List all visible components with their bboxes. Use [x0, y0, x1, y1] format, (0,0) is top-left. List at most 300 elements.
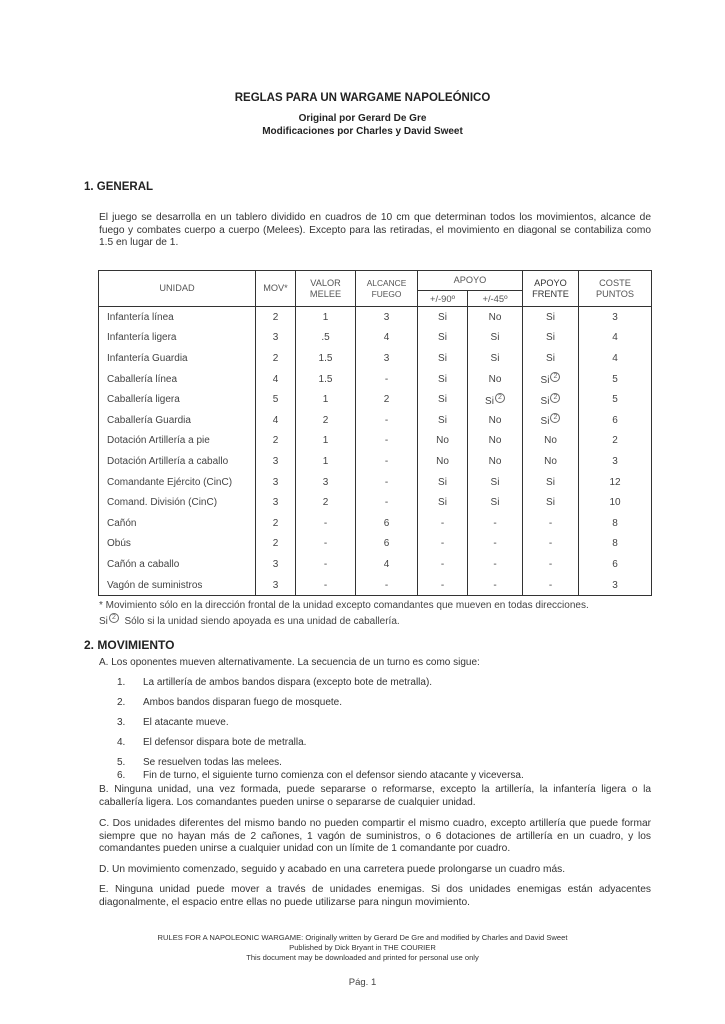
- header-puntos-label: PUNTOS: [595, 288, 635, 299]
- header-melee-label: MELEE: [309, 288, 342, 299]
- cell-valor-melee: [296, 534, 356, 555]
- cell-valor-melee-value: 1: [322, 311, 329, 323]
- cell-apoyo-90: [418, 575, 468, 596]
- cell-alcance-fuego: [356, 389, 418, 410]
- cell-mov: [256, 348, 296, 369]
- cell-apoyo-90: [418, 431, 468, 452]
- cell-mov: [256, 554, 296, 575]
- cell-apoyo-45: [468, 472, 523, 493]
- header-apoyo-90: +/-90º: [418, 291, 468, 307]
- cell-apoyo-frente-value: -: [548, 517, 553, 529]
- cell-alcance-fuego: [356, 348, 418, 369]
- footnote-cavalry-text: Sólo si la unidad siendo apoyada es una unidad de caballería.: [124, 616, 400, 627]
- cell-mov: [256, 492, 296, 513]
- cell-coste-puntos-value: 5: [612, 394, 618, 406]
- turn-step-number: 5.: [117, 757, 126, 768]
- cell-valor-melee: [296, 307, 356, 328]
- cell-apoyo-45-value: -: [493, 517, 497, 529]
- cell-coste-puntos-value: 12: [609, 476, 621, 488]
- cell-apoyo-frente-value: No: [544, 455, 557, 467]
- cell-mov: [256, 369, 296, 390]
- cell-coste-puntos-value: 5: [612, 373, 618, 385]
- cell-mov-value: 2: [272, 352, 279, 364]
- cell-valor-melee-value: -: [323, 517, 328, 529]
- cell-apoyo-45-value: No: [488, 455, 502, 467]
- table-row: [99, 307, 652, 328]
- cell-apoyo-frente-value: -: [548, 558, 553, 570]
- cell-mov: [256, 431, 296, 452]
- cell-apoyo-45-value: Si: [490, 332, 500, 344]
- cell-coste-puntos-value: 3: [612, 455, 618, 467]
- cell-alcance-fuego: [356, 451, 418, 472]
- turn-step-text: Fin de turno, el siguiente turno comienza con el defensor siendo atacante y viceversa.: [143, 770, 524, 781]
- cell-apoyo-90: [418, 554, 468, 575]
- cell-coste-puntos: [579, 534, 652, 555]
- header-unidad: UNIDAD: [99, 271, 256, 307]
- cell-valor-melee: [296, 513, 356, 534]
- cell-apoyo-45-value: -: [493, 579, 497, 591]
- cell-mov: [256, 451, 296, 472]
- cell-mov-value: 3: [272, 579, 279, 591]
- document-title: REGLAS PARA UN WARGAME NAPOLEÓNICO: [234, 92, 491, 104]
- cell-apoyo-90: [418, 307, 468, 328]
- cell-apoyo-45: [468, 389, 523, 410]
- cell-coste-puntos: [579, 410, 652, 431]
- section-1-number: 1.: [84, 181, 94, 193]
- cell-apoyo-90-value: Si: [438, 476, 447, 488]
- footer-credits-line: RULES FOR A NAPOLEONIC WARGAME: Originally written by Gerard De Gre and modified by Charles and David Sweet: [157, 933, 568, 942]
- cell-valor-melee-value: .5: [321, 332, 330, 344]
- cell-alcance-fuego-value: -: [384, 579, 389, 591]
- cell-apoyo-90-value: Si: [438, 352, 447, 364]
- cell-valor-melee-value: -: [323, 579, 328, 591]
- cell-mov: [256, 534, 296, 555]
- cell-valor-melee-value: 1: [322, 435, 329, 447]
- table-footnote-movement: * Movimiento sólo en la dirección frontal de la unidad excepto comandantes que mueven en todas direcciones.: [99, 600, 589, 611]
- cell-valor-melee-value: 2: [322, 414, 329, 426]
- turn-step-text: Ambos bandos disparan fuego de mosquete.: [143, 697, 343, 708]
- cell-valor-melee: [296, 389, 356, 410]
- cell-coste-puntos: [579, 513, 652, 534]
- header-alcance-label: ALCANCE: [366, 277, 407, 288]
- turn-step-number: 3.: [117, 717, 126, 728]
- cell-apoyo-frente: [523, 307, 579, 328]
- cell-apoyo-90: [418, 513, 468, 534]
- section-1-heading: [84, 181, 153, 193]
- cell-apoyo-45: [468, 410, 523, 431]
- cell-alcance-fuego: [356, 575, 418, 596]
- cell-apoyo-90: [418, 451, 468, 472]
- turn-step: [117, 677, 432, 688]
- page-number: Pág. 1: [348, 977, 377, 988]
- cell-apoyo-45: [468, 369, 523, 390]
- cell-apoyo-frente-value: Si: [546, 332, 555, 344]
- cell-alcance-fuego: [356, 534, 418, 555]
- cell-apoyo-frente-value: Si: [540, 375, 550, 387]
- cell-apoyo-90: [418, 534, 468, 555]
- table-row: [99, 369, 652, 390]
- cell-mov-value: 3: [272, 558, 279, 570]
- table-row: [99, 328, 652, 349]
- cell-apoyo-frente: [523, 431, 579, 452]
- cell-apoyo-frente-value: -: [548, 538, 553, 550]
- section-2-title: MOVIMIENTO: [97, 638, 175, 652]
- cell-unidad: [99, 328, 256, 349]
- cell-mov: [256, 328, 296, 349]
- table-row: [99, 513, 652, 534]
- cell-apoyo-frente: [523, 369, 579, 390]
- cell-apoyo-frente: [523, 534, 579, 555]
- cell-apoyo-45-value: Si: [490, 497, 500, 509]
- cell-alcance-fuego-value: -: [384, 497, 389, 509]
- cell-apoyo-90-value: Si: [438, 311, 447, 323]
- cell-apoyo-45-value: Si: [490, 352, 500, 364]
- table-row: [99, 534, 652, 555]
- cell-valor-melee-value: 3: [322, 476, 329, 488]
- footer-published-line: Published by Dick Bryant in THE COURIER: [289, 943, 436, 952]
- cell-apoyo-frente-value: No: [544, 435, 557, 447]
- cell-alcance-fuego-value: 4: [383, 332, 390, 344]
- cell-alcance-fuego-value: -: [384, 455, 389, 467]
- cell-unidad: [99, 554, 256, 575]
- cell-unidad: [99, 492, 256, 513]
- cell-unidad: [99, 348, 256, 369]
- table-row: [99, 389, 652, 410]
- cell-apoyo-frente: [523, 575, 579, 596]
- cell-coste-puntos: [579, 492, 652, 513]
- cell-apoyo-45: [468, 431, 523, 452]
- cell-alcance-fuego: [356, 307, 418, 328]
- cell-apoyo-frente-value: Si: [546, 476, 555, 488]
- cell-apoyo-45-value: Si: [490, 476, 500, 488]
- cell-unidad-value: Cañón: [107, 517, 137, 529]
- cell-unidad-value: Obús: [107, 538, 131, 550]
- cell-alcance-fuego: [356, 554, 418, 575]
- cell-apoyo-90: [418, 472, 468, 493]
- cell-coste-puntos: [579, 348, 652, 369]
- cell-valor-melee: [296, 554, 356, 575]
- circled-2-icon: 2: [550, 393, 560, 403]
- header-coste-label: COSTE: [599, 277, 631, 288]
- cell-apoyo-frente-value: Si: [546, 497, 555, 509]
- cell-alcance-fuego: [356, 472, 418, 493]
- turn-step-text: El defensor dispara bote de metralla.: [143, 737, 307, 748]
- section-2-paragraph-c: C. Dos unidades diferentes del mismo bando no pueden compartir el mismo cuadro, excepto artillería que puede formar siempre que no hayan más de 2 cañones, 1 vagón de suministros, o 6 dotaciones de artillería en un cuadro, y los comandantes pueden unirse a cualquier unidad con un límite de 1 comandante por cuadro.: [99, 818, 651, 855]
- cell-coste-puntos: [579, 369, 652, 390]
- cell-alcance-fuego: [356, 492, 418, 513]
- header-apoyo-frente: [523, 271, 579, 307]
- header-valor-label: VALOR: [310, 277, 341, 288]
- cell-alcance-fuego-value: 6: [383, 517, 390, 529]
- turn-step-text: El atacante mueve.: [143, 717, 229, 728]
- circled-2-icon: 2: [109, 613, 119, 623]
- cell-mov: [256, 472, 296, 493]
- header-fuego-label: FUEGO: [371, 288, 402, 299]
- section-2-paragraph-b: B. Ninguna unidad, una vez formada, puede separarse o reformarse, excepto la artillería, la infantería ligera o la caballería ligera. Los comandantes pueden unirse o separarse de cualquier unidad.: [99, 784, 651, 808]
- cell-apoyo-90-value: Si: [438, 394, 447, 406]
- cell-coste-puntos-value: 4: [612, 332, 618, 344]
- cell-apoyo-45: [468, 554, 523, 575]
- cell-mov-value: 5: [272, 394, 279, 406]
- cell-coste-puntos: [579, 451, 652, 472]
- cell-valor-melee: [296, 328, 356, 349]
- cell-mov-value: 4: [272, 414, 279, 426]
- cell-alcance-fuego: [356, 328, 418, 349]
- cell-valor-melee: [296, 348, 356, 369]
- cell-alcance-fuego-value: 6: [383, 538, 390, 550]
- cell-unidad-value: Cañón a caballo: [107, 558, 180, 570]
- cell-coste-puntos-value: 6: [612, 558, 618, 570]
- cell-mov-value: 3: [272, 476, 279, 488]
- table-row: [99, 492, 652, 513]
- circled-2-icon: 2: [550, 372, 560, 382]
- cell-apoyo-90: [418, 328, 468, 349]
- cell-apoyo-frente: [523, 492, 579, 513]
- cell-coste-puntos-value: 3: [612, 579, 618, 591]
- cell-apoyo-45: [468, 492, 523, 513]
- cell-valor-melee: [296, 369, 356, 390]
- cell-coste-puntos-value: 8: [612, 538, 618, 550]
- cell-unidad: [99, 389, 256, 410]
- header-mov: MOV*: [256, 271, 296, 307]
- cell-valor-melee: [296, 451, 356, 472]
- cell-unidad-value: Infantería Guardia: [107, 352, 188, 364]
- cell-coste-puntos: [579, 389, 652, 410]
- cell-apoyo-45-value: Si: [485, 395, 494, 407]
- cell-unidad-value: Comandante Ejército (CinC): [107, 476, 233, 488]
- cell-valor-melee: [296, 575, 356, 596]
- section-2-heading: [84, 638, 174, 652]
- cell-apoyo-frente: [523, 472, 579, 493]
- cell-apoyo-45-value: No: [488, 373, 502, 385]
- document-subtitle-original: Original por Gerard De Gre: [298, 113, 427, 124]
- cell-apoyo-90: [418, 369, 468, 390]
- cell-valor-melee: [296, 431, 356, 452]
- section-2-paragraph-a: A. Los oponentes mueven alternativamente. La secuencia de un turno es como sigue:: [99, 657, 480, 668]
- cell-apoyo-90: [418, 348, 468, 369]
- header-alcance-fuego: [356, 271, 418, 307]
- header-apoyo-frente-label-1: APOYO: [534, 277, 567, 288]
- cell-apoyo-90-value: -: [440, 517, 445, 529]
- table-footnote-cavalry: [99, 613, 400, 627]
- cell-apoyo-90-value: -: [440, 538, 445, 550]
- cell-unidad: [99, 575, 256, 596]
- cell-alcance-fuego: [356, 410, 418, 431]
- section-2-number: 2.: [84, 638, 95, 652]
- cell-unidad: [99, 472, 256, 493]
- turn-step: [117, 770, 524, 781]
- turn-step-number: 1.: [117, 677, 126, 688]
- header-apoyo-45: +/-45º: [468, 291, 523, 307]
- cell-alcance-fuego: [356, 369, 418, 390]
- section-1-title: GENERAL: [96, 181, 154, 193]
- cell-unidad-value: Dotación Artillería a pie: [107, 435, 210, 447]
- cell-apoyo-90: [418, 410, 468, 431]
- cell-alcance-fuego-value: 2: [383, 394, 390, 406]
- document-subtitle-modifications: Modificaciones por Charles y David Sweet: [262, 126, 463, 137]
- cell-apoyo-45-value: -: [493, 538, 497, 550]
- cell-alcance-fuego-value: 4: [383, 558, 390, 570]
- cell-apoyo-frente-value: -: [548, 579, 553, 591]
- turn-step-number: 6.: [117, 770, 126, 781]
- table-row: [99, 575, 652, 596]
- cell-unidad: [99, 307, 256, 328]
- section-1-paragraph: El juego se desarrolla en un tablero dividido en cuadros de 10 cm que determinan todos los movimientos, alcance de fuego y combates cuerpo a cuerpo (Melees). Excepto para las retiradas, el movimiento en diagonal se contabiliza como 1.5 en lugar de 1.: [99, 212, 651, 249]
- units-table-body: [99, 307, 652, 596]
- units-table: [98, 270, 652, 596]
- cell-apoyo-90: [418, 492, 468, 513]
- cell-mov: [256, 410, 296, 431]
- cell-alcance-fuego-value: -: [384, 435, 389, 447]
- cell-mov-value: 2: [272, 517, 279, 529]
- table-row: [99, 348, 652, 369]
- cell-mov: [256, 389, 296, 410]
- cell-apoyo-90-value: No: [436, 455, 449, 467]
- cell-mov-value: 3: [272, 332, 279, 344]
- cell-coste-puntos: [579, 328, 652, 349]
- circled-2-icon: 2: [495, 393, 505, 403]
- cell-apoyo-45: [468, 534, 523, 555]
- cell-unidad: [99, 431, 256, 452]
- cell-apoyo-45: [468, 307, 523, 328]
- cell-unidad: [99, 513, 256, 534]
- cell-apoyo-frente-value: Si: [546, 352, 555, 364]
- cell-unidad-value: Infantería línea: [107, 311, 174, 323]
- cell-unidad: [99, 451, 256, 472]
- footer-usage-line: This document may be downloaded and printed for personal use only: [246, 953, 479, 962]
- cell-apoyo-45: [468, 348, 523, 369]
- cell-coste-puntos-value: 6: [612, 414, 618, 426]
- cell-coste-puntos: [579, 575, 652, 596]
- cell-valor-melee-value: -: [323, 538, 328, 550]
- cell-apoyo-90-value: Si: [438, 332, 447, 344]
- header-coste-puntos: [579, 271, 652, 307]
- cell-mov-value: 2: [272, 538, 279, 550]
- cell-mov-value: 2: [272, 311, 279, 323]
- cell-alcance-fuego: [356, 513, 418, 534]
- cell-coste-puntos-value: 10: [609, 497, 621, 509]
- turn-step: [117, 737, 306, 748]
- cell-alcance-fuego: [356, 431, 418, 452]
- cell-valor-melee: [296, 472, 356, 493]
- turn-step: [117, 697, 342, 708]
- cell-coste-puntos-value: 8: [612, 517, 618, 529]
- cell-mov-value: 2: [272, 435, 279, 447]
- cell-apoyo-frente-value: Si: [540, 416, 550, 428]
- cell-unidad-value: Dotación Artillería a caballo: [107, 455, 229, 467]
- cell-valor-melee-value: 2: [322, 497, 329, 509]
- cell-valor-melee-value: 1: [322, 455, 329, 467]
- cell-apoyo-45-value: No: [488, 414, 502, 426]
- header-apoyo: APOYO: [418, 271, 523, 291]
- cell-apoyo-frente: [523, 328, 579, 349]
- cell-coste-puntos: [579, 472, 652, 493]
- cell-apoyo-frente-value: Si: [546, 311, 555, 323]
- cell-unidad-value: Caballería Guardia: [107, 414, 191, 426]
- cell-unidad: [99, 534, 256, 555]
- cell-apoyo-frente: [523, 389, 579, 410]
- cell-mov: [256, 575, 296, 596]
- turn-step: [117, 717, 229, 728]
- cell-unidad: [99, 369, 256, 390]
- cell-unidad-value: Vagón de suministros: [107, 579, 203, 591]
- cell-coste-puntos-value: 2: [612, 435, 618, 447]
- cell-alcance-fuego-value: 3: [383, 352, 390, 364]
- cell-apoyo-frente-value: Si: [540, 395, 550, 407]
- header-valor-melee: [296, 271, 356, 307]
- table-row: [99, 431, 652, 452]
- cell-apoyo-90-value: Si: [438, 497, 447, 509]
- cell-valor-melee: [296, 410, 356, 431]
- cell-coste-puntos: [579, 554, 652, 575]
- cell-coste-puntos-value: 3: [612, 311, 618, 323]
- cell-valor-melee-value: 1: [322, 394, 329, 406]
- cell-alcance-fuego-value: -: [384, 476, 389, 488]
- turn-step-number: 2.: [117, 697, 126, 708]
- cell-mov: [256, 307, 296, 328]
- cell-valor-melee-value: 1.5: [318, 373, 333, 385]
- cell-apoyo-45-value: No: [488, 311, 502, 323]
- cell-unidad-value: Infantería ligera: [107, 332, 177, 344]
- cell-apoyo-90: [418, 389, 468, 410]
- cell-apoyo-frente: [523, 410, 579, 431]
- cell-unidad-value: Comand. División (CinC): [107, 497, 218, 509]
- table-row: [99, 451, 652, 472]
- cell-apoyo-frente: [523, 554, 579, 575]
- cell-alcance-fuego-value: -: [384, 414, 389, 426]
- cell-apoyo-45-value: No: [488, 435, 502, 447]
- table-row: [99, 554, 652, 575]
- turn-step-text: La artillería de ambos bandos dispara (excepto bote de metralla).: [143, 677, 433, 688]
- table-row: [99, 410, 652, 431]
- turn-step: [117, 757, 282, 768]
- cell-apoyo-45: [468, 451, 523, 472]
- cell-valor-melee: [296, 492, 356, 513]
- cell-apoyo-90-value: -: [440, 558, 445, 570]
- cell-apoyo-90-value: -: [440, 579, 445, 591]
- cell-apoyo-45: [468, 575, 523, 596]
- cell-mov-value: 4: [272, 373, 279, 385]
- cell-coste-puntos: [579, 431, 652, 452]
- cell-apoyo-90-value: No: [436, 435, 449, 447]
- section-2-paragraph-e: E. Ninguna unidad puede mover a través de unidades enemigas. Si dos unidades enemigas están adyacentes diagonalmente, el espacio entre ellas no puede utilizarse para ningun movimiento.: [99, 884, 651, 908]
- cell-apoyo-frente: [523, 513, 579, 534]
- cell-apoyo-90-value: Si: [438, 373, 447, 385]
- cell-apoyo-45: [468, 513, 523, 534]
- cell-unidad: [99, 410, 256, 431]
- turn-step-number: 4.: [117, 737, 126, 748]
- header-apoyo-frente-label-2: FRENTE: [532, 288, 569, 299]
- section-2-paragraph-d: D. Un movimiento comenzado, seguido y acabado en una carretera puede prolongarse un cuadro más.: [99, 864, 566, 875]
- cell-mov-value: 3: [272, 497, 279, 509]
- cell-mov: [256, 513, 296, 534]
- table-row: [99, 472, 652, 493]
- cell-valor-melee-value: 1.5: [318, 352, 333, 364]
- cell-unidad-value: Caballería ligera: [107, 394, 180, 406]
- cell-valor-melee-value: -: [323, 558, 328, 570]
- cell-alcance-fuego-value: 3: [383, 311, 390, 323]
- cell-coste-puntos: [579, 307, 652, 328]
- cell-unidad-value: Caballería línea: [107, 373, 178, 385]
- footnote-si-label: Si: [99, 616, 108, 627]
- turn-step-text: Se resuelven todas las melees.: [143, 757, 282, 768]
- cell-coste-puntos-value: 4: [612, 352, 618, 364]
- cell-mov-value: 3: [272, 455, 279, 467]
- cell-apoyo-frente: [523, 348, 579, 369]
- cell-apoyo-45: [468, 328, 523, 349]
- cell-apoyo-45-value: -: [493, 558, 497, 570]
- cell-alcance-fuego-value: -: [384, 373, 389, 385]
